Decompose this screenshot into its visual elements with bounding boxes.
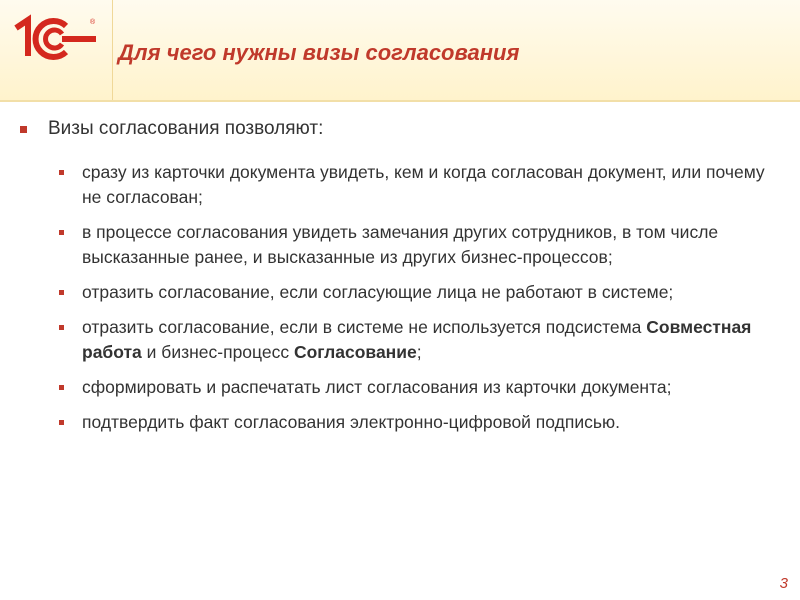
list-item-text-part: и бизнес-процесс (141, 342, 294, 362)
list-item (60, 160, 780, 210)
list-item-text-part: ; (416, 342, 422, 362)
1c-logo (10, 14, 100, 62)
list-item-text: сформировать и распечатать лист согласования из карточки документа; (82, 377, 672, 397)
business-process-name: Согласование (293, 342, 417, 362)
list-item (60, 375, 780, 400)
square-bullet-icon (59, 170, 64, 175)
list-item (60, 315, 780, 365)
list-item (60, 410, 780, 435)
svg-text:®: ® (90, 19, 96, 26)
list-item (60, 220, 780, 270)
lead-text: Визы согласования позволяют: (48, 118, 324, 139)
list-item (60, 280, 780, 305)
square-bullet-icon (59, 325, 64, 330)
slide-title: Для чего нужны визы согласования (118, 40, 520, 65)
square-bullet-icon (59, 290, 64, 295)
square-bullet-icon (59, 385, 64, 390)
sub-list (0, 160, 800, 445)
list-item-text (82, 315, 780, 365)
list-item-text: в процессе согласования увидеть замечания других сотрудников, в том числе высказанные ранее, и высказанные из других бизнес-процессов; (82, 222, 719, 267)
square-bullet-icon (59, 420, 64, 425)
square-bullet-icon (59, 230, 64, 235)
subsystem-name: Совместная работа (82, 317, 752, 362)
square-bullet-icon (20, 126, 27, 133)
list-item-text: отразить согласование, если согласующие лица не работают в системе; (82, 282, 674, 302)
header-divider (0, 100, 800, 102)
logo-divider (112, 0, 113, 100)
list-item-text: сразу из карточки документа увидеть, кем и когда согласован документ, или почему не согласован; (82, 162, 765, 207)
list-item-text: подтвердить факт согласования электронно-цифровой подписью. (82, 412, 620, 432)
page-number: 3 (779, 575, 788, 592)
list-item-text-part: отразить согласование, если в системе не используется подсистема (82, 317, 647, 337)
